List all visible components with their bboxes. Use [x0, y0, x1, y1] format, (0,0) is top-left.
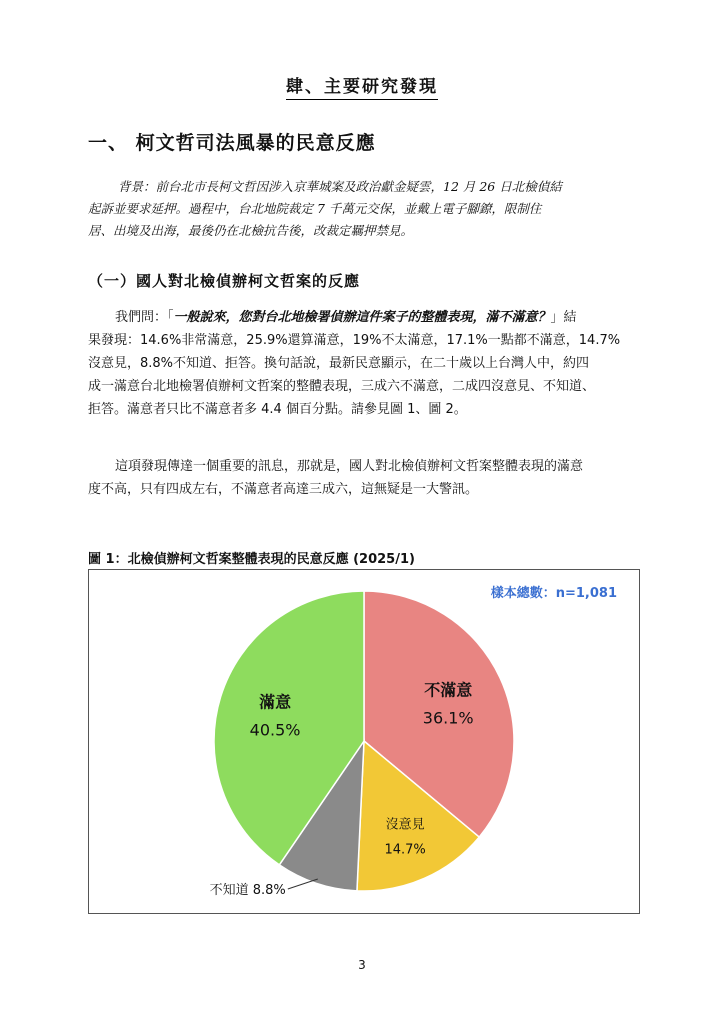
pie-chart-frame: [88, 569, 640, 914]
section-title: [0, 72, 724, 97]
background-line: 起訴並要求延押。過程中，台北地院裁定 7 千萬元交保，並戴上電子腳鐐，限制住: [88, 201, 542, 216]
pie-chart: [89, 570, 639, 913]
section-title-text: 肆、主要研究發現: [286, 77, 438, 100]
paragraph-1: [88, 306, 644, 421]
page-number: 3: [358, 958, 366, 972]
survey-question: 一般說來，您對台北地檢署偵辦這件案子的整體表現，滿不滿意？: [173, 310, 551, 325]
paragraph-line: 度不高，只有四成左右，不滿意者高達三成六，這無疑是一大警訊。: [88, 482, 479, 497]
leader-line: [288, 879, 318, 889]
slice-label: 不滿意: [424, 680, 473, 700]
slice-label: 不知道 8.8%: [209, 883, 286, 898]
figure-caption: 圖 1：北檢偵辦柯文哲案整體表現的民意反應 (2025/1): [88, 552, 415, 567]
sample-size-note: 樣本總數：n=1,081: [490, 586, 617, 601]
background-line: 居、出境及出海，最後仍在北檢抗告後，改裁定羈押禁見。: [88, 223, 414, 238]
slice-value-label: 14.7%: [384, 842, 426, 858]
paragraph-line: 沒意見，8.8%不知道、拒答。換句話說，最新民意顯示，在二十歲以上台灣人中，約四: [88, 356, 590, 371]
slice-value-label: 40.5%: [249, 720, 301, 740]
quote-close: 」結: [550, 310, 577, 325]
heading-1: 一、 柯文哲司法風暴的民意反應: [88, 132, 376, 154]
paragraph-line: 果發現：14.6%非常滿意，25.9%還算滿意，19%不太滿意，17.1%一點都不滿意，14.7%: [88, 333, 621, 348]
paragraph-line: 成一滿意台北地檢署偵辦柯文哲案的整體表現，三成六不滿意，二成四沒意見、不知道、: [88, 379, 596, 394]
heading-2: （一）國人對北檢偵辦柯文哲案的反應: [88, 272, 361, 290]
paragraph-2: [88, 455, 644, 501]
slice-label: 滿意: [259, 692, 292, 712]
paragraph-line: 這項發現傳達一個重要的訊息，那就是，國人對北檢偵辦柯文哲案整體表現的滿意: [115, 459, 584, 474]
paragraph-line: [88, 306, 644, 329]
paragraph-line: 拒答。滿意者只比不滿意者多 4.4 個百分點。請參見圖 1、圖 2。: [88, 402, 467, 417]
background-line: 背景：前台北市長柯文哲因涉入京華城案及政治獻金疑雲，12 月 26 日北檢偵結: [118, 179, 562, 194]
slice-value-label: 36.1%: [422, 708, 474, 728]
quote-open: 我們問：「: [115, 310, 174, 325]
slice-label: 沒意見: [385, 817, 425, 833]
background-note: [88, 176, 644, 242]
